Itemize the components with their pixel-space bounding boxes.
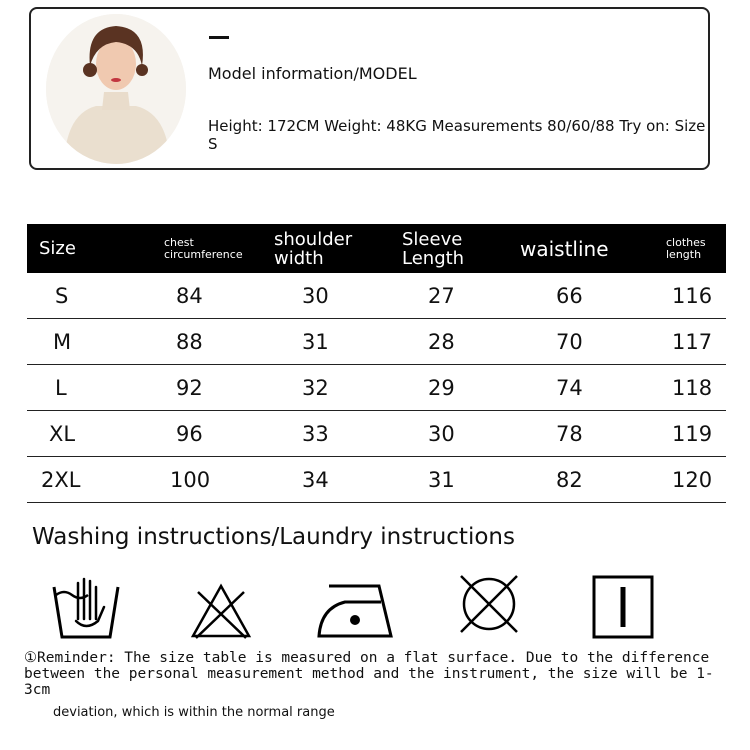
cell-chest: 88 [164,319,274,365]
cell-chest: 92 [164,365,274,411]
cell-sleeve: 31 [402,457,520,503]
table-row [27,365,726,411]
cell-shoulder: 32 [274,365,402,411]
do-not-dry-clean-icon [457,572,521,636]
cell-chest: 100 [164,457,274,503]
model-stats: Height: 172CM Weight: 48KG Measurements 80/60/88 Try on: Size S [208,117,706,153]
cell-length: 118 [666,365,726,411]
size-table-header [27,224,726,273]
cell-shoulder: 33 [274,411,402,457]
model-info-card [29,7,710,170]
reminder-text: ①Reminder: The size table is measured on a flat surface. Due to the difference between the personal measurement method and the instrument, the size will be 1-3cm [24,650,714,698]
line-dry-icon [592,575,654,639]
cell-waistline: 78 [520,411,666,457]
cell-shoulder: 31 [274,319,402,365]
table-row [27,273,726,319]
cell-sleeve: 29 [402,365,520,411]
cell-length: 119 [666,411,726,457]
cell-waistline: 74 [520,365,666,411]
cell-waistline: 70 [520,319,666,365]
cell-shoulder: 34 [274,457,402,503]
model-title: Model information/MODEL [208,64,417,83]
washing-title: Washing instructions/Laundry instructions [32,524,515,550]
cell-waistline: 66 [520,273,666,319]
cell-size: 2XL [27,457,164,503]
hand-wash-icon [50,575,122,641]
header-shoulder: shoulder width [274,224,402,273]
cell-size: M [27,319,164,365]
table-row [27,319,726,365]
cell-size: S [27,273,164,319]
cell-length: 116 [666,273,726,319]
cell-sleeve: 28 [402,319,520,365]
header-chest: chest circumference [164,224,274,273]
do-not-bleach-icon [190,582,252,640]
cell-sleeve: 27 [402,273,520,319]
dash-mark [209,36,229,39]
reminder-text-continued: deviation, which is within the normal range [53,705,335,720]
header-sleeve: Sleeve Length [402,224,520,273]
cell-length: 117 [666,319,726,365]
header-size: Size [27,224,164,273]
size-table [27,224,726,503]
cell-chest: 96 [164,411,274,457]
cell-waistline: 82 [520,457,666,503]
table-row [27,411,726,457]
table-row [27,457,726,503]
header-clothes-length: clothes length [666,224,726,273]
header-waistline: waistline [520,224,666,273]
cell-length: 120 [666,457,726,503]
cell-sleeve: 30 [402,411,520,457]
cell-size: L [27,365,164,411]
cell-shoulder: 30 [274,273,402,319]
cell-chest: 84 [164,273,274,319]
cell-size: XL [27,411,164,457]
iron-low-heat-icon [315,578,395,640]
model-avatar [46,14,186,164]
